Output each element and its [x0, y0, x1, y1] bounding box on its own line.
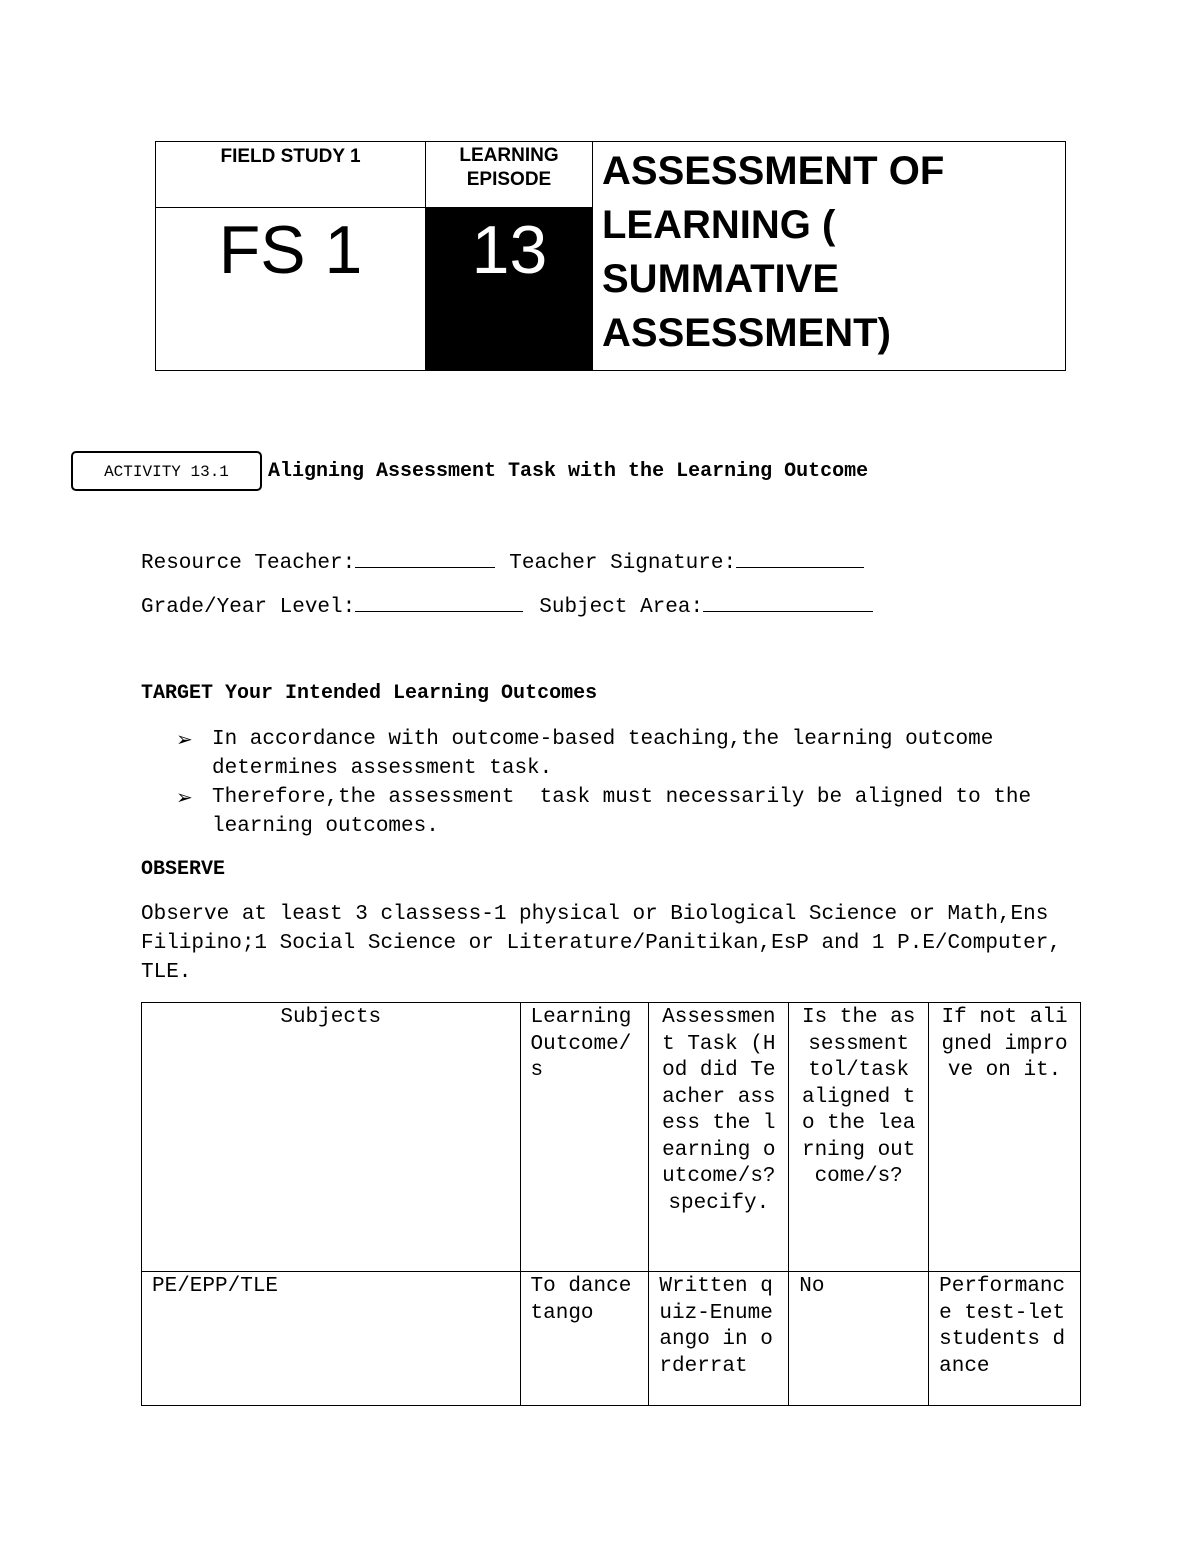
table-header-row: [142, 1003, 1081, 1272]
field-study-label: FIELD STUDY 1: [156, 142, 426, 208]
subject-area-label: Subject Area:: [539, 596, 704, 619]
form-row-2: [141, 593, 873, 619]
arrow-bullet-icon: ➢: [176, 727, 193, 751]
cell-learning-outcome[interactable]: To dance tango: [520, 1272, 649, 1406]
field-study-code: FS 1: [156, 208, 426, 370]
subject-area-field[interactable]: [703, 593, 873, 612]
form-row-1: [141, 549, 864, 575]
target-bullet: ➢ Therefore,the assessment task must necessarily be aligned to the learning outcomes.: [176, 785, 1044, 838]
grade-level-field[interactable]: [355, 593, 523, 612]
activity-label: ACTIVITY 13.1: [71, 451, 262, 491]
teacher-signature-field[interactable]: [736, 549, 864, 568]
activity-title: Aligning Assessment Task with the Learning Outcome: [268, 460, 869, 483]
cell-assessment-task[interactable]: Written quiz-Enumeango in orderrat: [649, 1272, 789, 1406]
header-aligned: Is the assessment tol/task aligned to the learning outcome/s?: [789, 1003, 929, 1272]
teacher-signature-label: Teacher Signature:: [509, 552, 737, 575]
header-subjects: Subjects: [142, 1003, 521, 1272]
table-row: [142, 1272, 1081, 1406]
header-learning-outcomes: Learning Outcome/s: [520, 1003, 649, 1272]
episode-title: ASSESSMENT OF LEARNING ( SUMMATIVE ASSESSMENT): [602, 149, 945, 355]
grade-level-label: Grade/Year Level:: [141, 596, 356, 619]
learning-episode-label: LEARNING EPISODE: [426, 142, 593, 208]
observe-instructions: Observe at least 3 classess-1 physical or Biological Science or Math,Ens Filipino;1 Social Science or Literature/Panitikan,EsP and 1 P.E/Computer, TLE.: [141, 903, 1061, 984]
cell-improve[interactable]: Performance test-let students dance: [929, 1272, 1081, 1406]
target-heading: TARGET Your Intended Learning Outcomes: [141, 682, 598, 705]
observe-heading: OBSERVE: [141, 858, 226, 881]
header-improve: If not aligned improve on it.: [929, 1003, 1081, 1272]
target-bullet: ➢ In accordance with outcome-based teaching,the learning outcome determines assessment task.: [176, 727, 994, 780]
resource-teacher-label: Resource Teacher:: [141, 552, 356, 575]
observation-table: [141, 1002, 1081, 1406]
arrow-bullet-icon: ➢: [176, 785, 193, 809]
cell-subject[interactable]: PE/EPP/TLE: [142, 1272, 521, 1406]
episode-header: [155, 141, 1066, 371]
cell-aligned[interactable]: No: [789, 1272, 929, 1406]
header-assessment-task: Assessment Task (Hod did Teacher assess the learning outcome/s? specify.: [649, 1003, 789, 1272]
resource-teacher-field[interactable]: [355, 549, 495, 568]
episode-number: 13: [426, 208, 593, 370]
